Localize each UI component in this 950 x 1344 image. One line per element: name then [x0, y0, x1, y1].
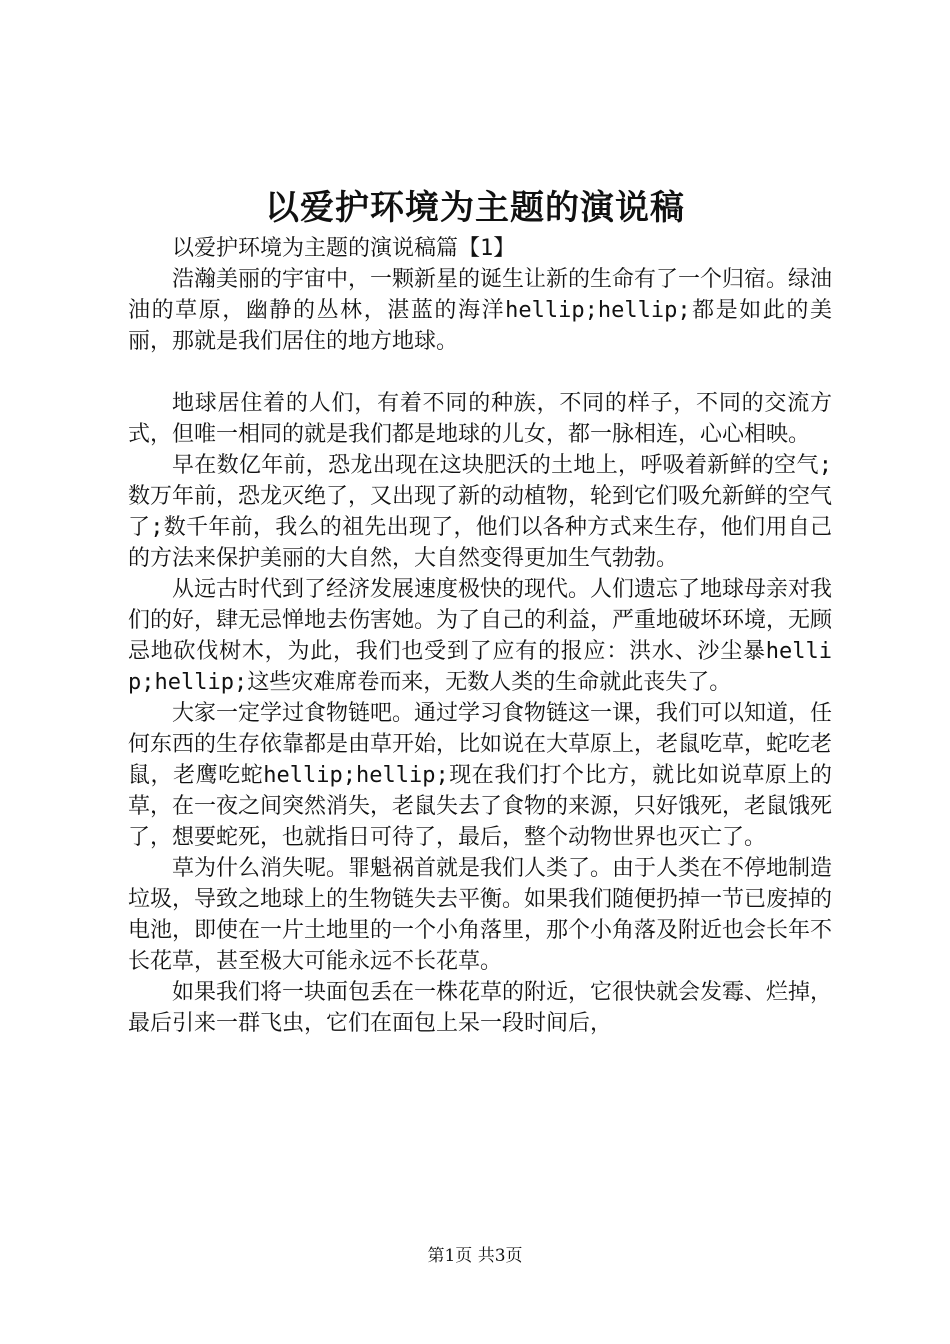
paragraph: 地球居住着的人们，有着不同的种族，不同的样子，不同的交流方式，但唯一相同的就是我们都是地球的儿女，都一脉相连，心心相映。 [128, 391, 832, 447]
page-number-footer: 第1页 共3页 [427, 1246, 523, 1266]
paragraph: 早在数亿年前，恐龙出现在这块肥沃的土地上，呼吸着新鲜的空气;数万年前，恐龙灭绝了，又出现了新的动植物，轮到它们吸允新鲜的空气了;数千年前，我么的祖先出现了，他们以各种方式来生存，他们用自己的方法来保护美丽的大自然，大自然变得更加生气勃勃。 [128, 453, 833, 571]
section-heading: 以爱护环境为主题的演说稿篇【1】 [172, 236, 516, 261]
paragraph: 如果我们将一块面包丢在一株花草的附近，它很快就会发霉、烂掉，最后引来一群飞虫，它们在面包上呆一段时间后， [128, 980, 833, 1036]
paragraph: 从远古时代到了经济发展速度极快的现代。人们遗忘了地球母亲对我们的好，肆无忌惮地去伤害她。为了自己的利益，严重地破坏环境，无顾忌地砍伐树木，为此，我们也受到了应有的报应：洪水、沙尘暴hellip;hellip;这些灾难席卷而来，无数人类的生命就此丧失了。 [128, 577, 833, 695]
paragraph: 浩瀚美丽的宇宙中，一颗新星的诞生让新的生命有了一个归宿。绿油油的草原，幽静的丛林，湛蓝的海洋hellip;hellip;都是如此的美丽，那就是我们居住的地方地球。 [128, 267, 833, 354]
document-title: 以爱护环境为主题的演说稿 [265, 188, 685, 228]
document-body [128, 233, 832, 1039]
paragraph: 草为什么消失呢。罪魁祸首就是我们人类了。由于人类在不停地制造垃圾，导致之地球上的生物链失去平衡。如果我们随便扔掉一节已废掉的电池，即使在一片土地里的一个小角落里，那个小角落及附近也会长年不长花草，甚至极大可能永远不长花草。 [128, 856, 833, 974]
paragraph: 大家一定学过食物链吧。通过学习食物链这一课，我们可以知道，任何东西的生存依靠都是由草开始，比如说在大草原上，老鼠吃草，蛇吃老鼠，老鹰吃蛇hellip;hellip;现在我们打个比方，就比如说草原上的草，在一夜之间突然消失，老鼠失去了食物的来源，只好饿死，老鼠饿死了，想要蛇死，也就指日可待了，最后，整个动物世界也灭亡了。 [128, 701, 833, 850]
